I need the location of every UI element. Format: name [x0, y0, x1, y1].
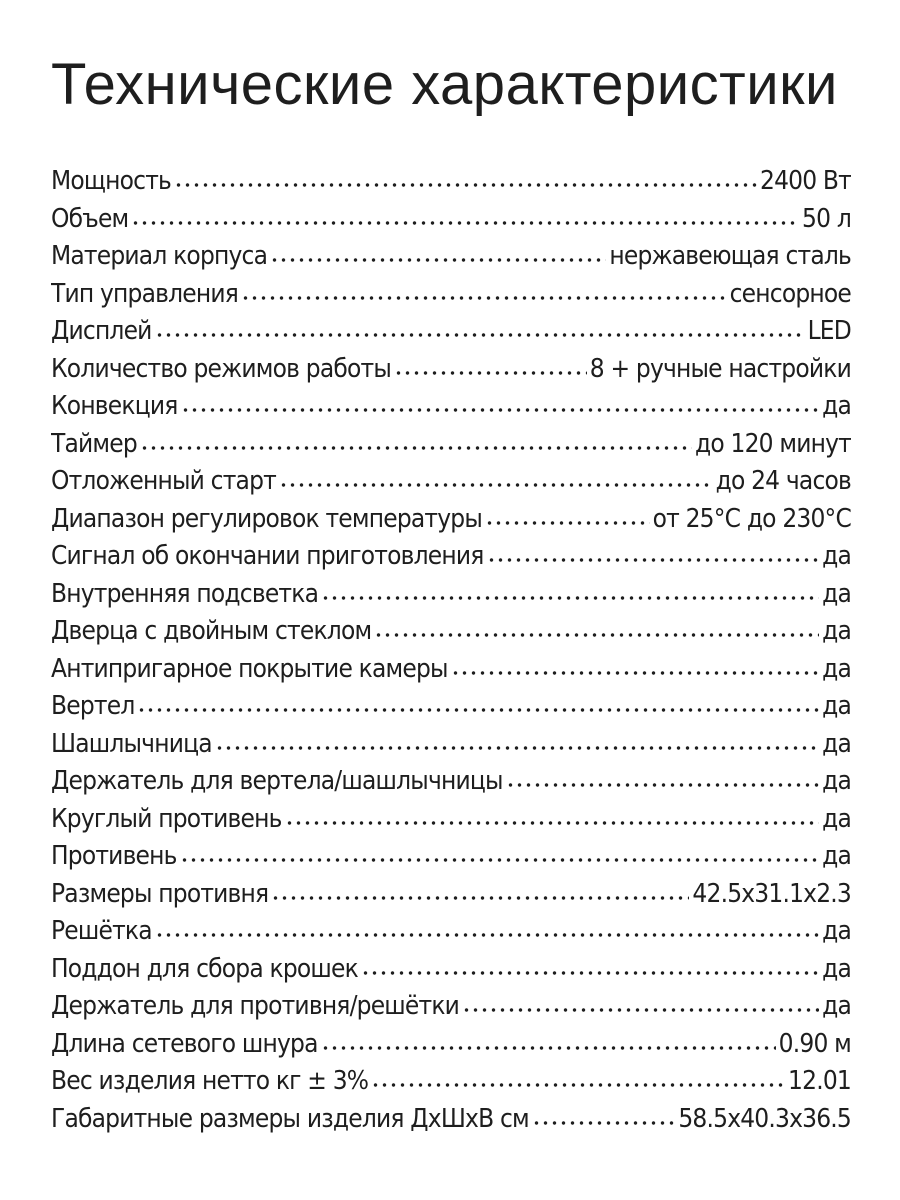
dot-leader: [394, 370, 587, 376]
spec-row-power: [51, 163, 851, 201]
dot-leader: [361, 970, 819, 976]
spec-label: Поддон для сбора крошек: [51, 953, 358, 984]
spec-row-body-material: [51, 238, 851, 276]
dot-leader: [532, 1120, 675, 1126]
spec-label: Внутренняя подсветка: [51, 578, 319, 609]
spec-row-skewers: [51, 726, 851, 764]
dot-leader: [180, 857, 819, 863]
spec-label: Конвекция: [51, 391, 178, 421]
dot-leader: [137, 707, 819, 713]
dot-leader: [451, 670, 819, 676]
dot-leader: [487, 557, 820, 563]
dot-leader: [140, 445, 692, 451]
spec-label: Длина сетевого шнура: [51, 1028, 318, 1059]
spec-value: 8 + ручные настройки: [589, 353, 851, 384]
spec-row-grill-rack: [51, 913, 851, 951]
spec-label: Противень: [51, 841, 177, 871]
spec-label: Шашлычница: [51, 728, 212, 759]
dot-leader: [374, 632, 819, 638]
dot-leader: [321, 595, 819, 601]
spec-label: Дисплей: [51, 316, 152, 346]
spec-label: Тип управления: [51, 278, 239, 309]
spec-value: 58.5x40.3x36.5: [678, 1103, 851, 1134]
spec-value: нержавеющая сталь: [609, 241, 851, 271]
spec-label: Диапазон регулировок температуры: [51, 503, 482, 534]
spec-label: Сигнал об окончании приготовления: [51, 541, 484, 571]
spec-value: да: [822, 728, 851, 759]
spec-row-control-type: [51, 276, 851, 314]
spec-value: 42.5x31.1x2.3: [692, 878, 851, 909]
spec-row-tray-holder: [51, 988, 851, 1026]
spec-value: сенсорное: [729, 278, 851, 309]
spec-value: LED: [807, 316, 851, 346]
dot-leader: [462, 1007, 819, 1013]
spec-label: Круглый противень: [51, 803, 282, 834]
dot-leader: [506, 782, 819, 788]
spec-row-rotisserie-holder: [51, 763, 851, 801]
spec-value: 2400 Вт: [759, 166, 851, 196]
dot-leader: [371, 1082, 785, 1088]
spec-label: Размеры противня: [51, 878, 269, 909]
spec-value: да: [822, 391, 851, 421]
dot-leader: [285, 820, 819, 826]
spec-row-overall-dimensions: [51, 1101, 851, 1139]
dot-leader: [174, 182, 757, 188]
spec-row-interior-light: [51, 576, 851, 614]
spec-row-nonstick-coating: [51, 651, 851, 689]
spec-value: да: [822, 916, 851, 946]
spec-value: до 24 часов: [715, 466, 851, 496]
spec-value: 12.01: [788, 1066, 851, 1096]
spec-row-end-signal: [51, 538, 851, 576]
spec-value: 50 л: [802, 203, 851, 234]
spec-label: Вертел: [51, 691, 135, 721]
dot-leader: [271, 895, 689, 901]
spec-value: да: [822, 766, 851, 796]
spec-row-double-glass-door: [51, 613, 851, 651]
spec-label: Дверца с двойным стеклом: [51, 616, 372, 646]
spec-row-round-tray: [51, 801, 851, 839]
spec-row-timer: [51, 426, 851, 464]
spec-row-rotisserie: [51, 688, 851, 726]
dot-leader: [131, 220, 799, 226]
dot-leader: [270, 257, 606, 263]
dot-leader: [321, 1045, 776, 1051]
spec-label: Держатель для противня/решётки: [51, 991, 460, 1021]
dot-leader: [181, 407, 820, 413]
spec-label: Таймер: [51, 428, 137, 459]
spec-row-convection: [51, 388, 851, 426]
spec-label: Количество режимов работы: [51, 353, 391, 384]
spec-label: Объем: [51, 203, 129, 234]
spec-value: 0.90 м: [778, 1028, 851, 1059]
spec-value: да: [822, 541, 851, 571]
dot-leader: [215, 745, 819, 751]
spec-list: [51, 163, 851, 1138]
spec-value: от 25°С до 230°С: [652, 503, 851, 534]
spec-value: да: [822, 616, 851, 646]
dot-leader: [485, 520, 650, 526]
spec-row-tray-dimensions: [51, 876, 851, 914]
spec-label: Держатель для вертела/шашлычницы: [51, 766, 503, 796]
spec-value: до 120 минут: [695, 428, 851, 459]
spec-value: да: [822, 653, 851, 684]
spec-label: Мощность: [51, 166, 172, 196]
dot-leader: [279, 482, 713, 488]
spec-label: Отложенный старт: [51, 466, 276, 496]
spec-value: да: [822, 578, 851, 609]
spec-row-display: [51, 313, 851, 351]
spec-label: Решётка: [51, 916, 152, 946]
spec-value: да: [822, 803, 851, 834]
spec-row-crumb-tray: [51, 951, 851, 989]
spec-row-net-weight: [51, 1063, 851, 1101]
spec-value: да: [822, 953, 851, 984]
dot-leader: [155, 332, 805, 338]
spec-row-modes: [51, 351, 851, 389]
dot-leader: [155, 932, 819, 938]
spec-row-delayed-start: [51, 463, 851, 501]
page-title: Технические характеристики: [51, 52, 838, 117]
spec-label: Материал корпуса: [51, 241, 268, 271]
spec-row-tray: [51, 838, 851, 876]
dot-leader: [241, 295, 727, 301]
spec-label: Габаритные размеры изделия ДхШхВ см: [51, 1103, 529, 1134]
spec-label: Антипригарное покрытие камеры: [51, 653, 448, 684]
spec-row-temperature-range: [51, 501, 851, 539]
spec-row-cord-length: [51, 1026, 851, 1064]
spec-row-volume: [51, 201, 851, 239]
spec-label: Вес изделия нетто кг ± 3%: [51, 1066, 369, 1096]
spec-value: да: [822, 991, 851, 1021]
spec-value: да: [822, 841, 851, 871]
spec-value: да: [822, 691, 851, 721]
